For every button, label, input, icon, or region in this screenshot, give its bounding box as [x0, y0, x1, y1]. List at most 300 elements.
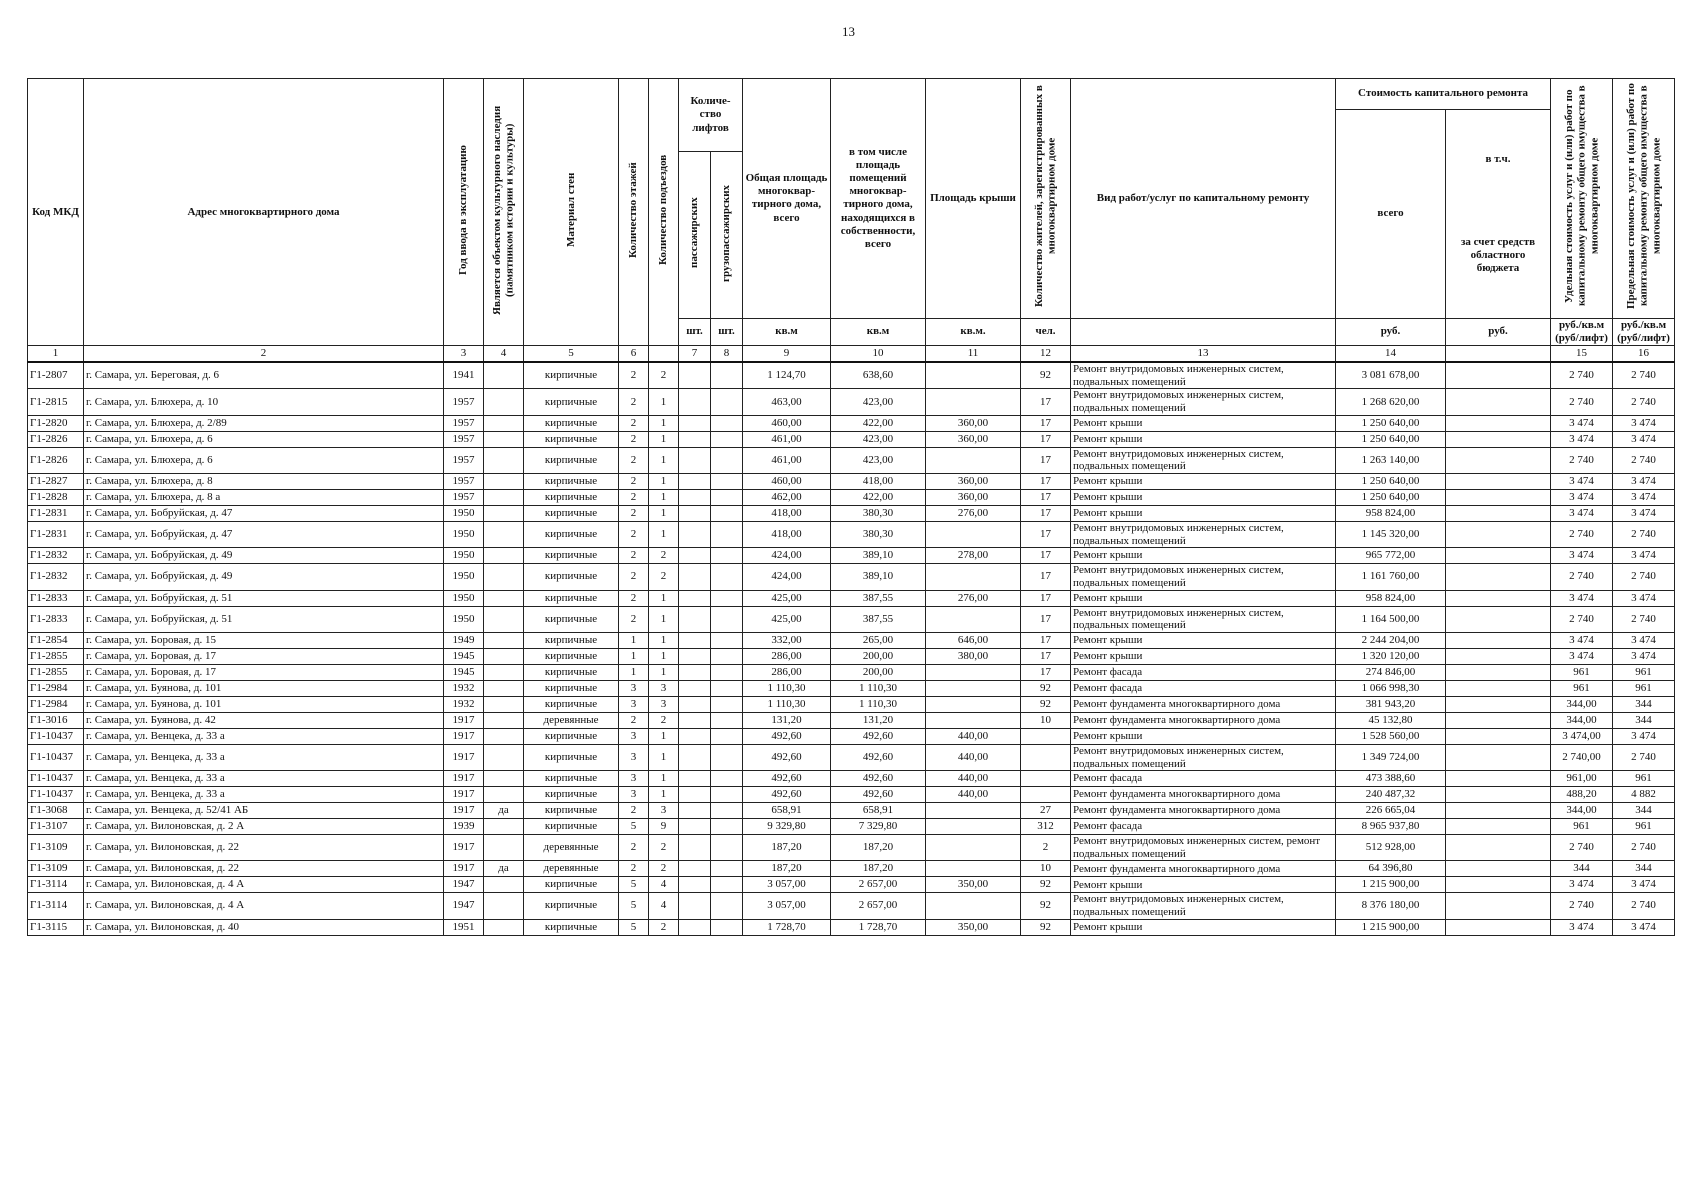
cell-address: г. Самара, ул. Венцека, д. 33 а [84, 771, 444, 787]
cell-total-area: 424,00 [743, 564, 831, 590]
cell-work-type: Ремонт фасада [1071, 771, 1336, 787]
cell-roof-area: 276,00 [926, 590, 1021, 606]
cell-total-area: 658,91 [743, 803, 831, 819]
cell-lifts-passenger [679, 431, 711, 447]
cell-total-area: 187,20 [743, 861, 831, 877]
cell-code: Г1-2832 [28, 548, 84, 564]
cell-residential-area: 7 329,80 [831, 819, 926, 835]
cell-lifts-cargo [711, 819, 743, 835]
cell-lifts-passenger [679, 389, 711, 415]
column-number: 13 [1071, 346, 1336, 363]
cell-address: г. Самара, ул. Блюхера, д. 6 [84, 447, 444, 473]
header-unit-cost-label: Удельная стоимость услуг и (или) работ по капитальному ремонту общего имущества в многоквартирном доме [1562, 86, 1600, 307]
cell-unit-cost: 3 474 [1551, 919, 1613, 935]
table-row [28, 877, 1675, 893]
cell-residents: 17 [1021, 548, 1071, 564]
cell-roof-area [926, 696, 1021, 712]
cell-lifts-passenger [679, 490, 711, 506]
cell-entrances: 1 [649, 787, 679, 803]
cell-year: 1947 [444, 893, 484, 919]
cell-code: Г1-3115 [28, 919, 84, 935]
cell-floors: 2 [619, 803, 649, 819]
cell-max-unit-cost: 2 740 [1613, 447, 1675, 473]
cell-cost-total: 1 145 320,00 [1336, 522, 1446, 548]
cell-year: 1917 [444, 861, 484, 877]
cell-heritage [484, 447, 524, 473]
cell-code: Г1-3016 [28, 712, 84, 728]
cell-max-unit-cost: 4 882 [1613, 787, 1675, 803]
cell-heritage: да [484, 861, 524, 877]
cell-heritage: да [484, 803, 524, 819]
cell-material: кирпичные [524, 564, 619, 590]
cell-floors: 2 [619, 474, 649, 490]
cell-total-area: 424,00 [743, 548, 831, 564]
cell-cost-total: 958 824,00 [1336, 506, 1446, 522]
cell-cost-total: 1 215 900,00 [1336, 919, 1446, 935]
cell-heritage [484, 632, 524, 648]
cell-work-type: Ремонт крыши [1071, 877, 1336, 893]
cell-lifts-cargo [711, 632, 743, 648]
cell-cost-total: 1 066 998,30 [1336, 680, 1446, 696]
cell-residents: 92 [1021, 696, 1071, 712]
cell-heritage [484, 474, 524, 490]
cell-roof-area [926, 564, 1021, 590]
cell-unit-cost: 3 474 [1551, 632, 1613, 648]
cell-cost-regional [1446, 522, 1551, 548]
cell-code: Г1-3068 [28, 803, 84, 819]
header-lifts-passenger-label: пассажирских [688, 197, 701, 269]
cell-unit-cost: 3 474 [1551, 506, 1613, 522]
cell-residents [1021, 771, 1071, 787]
cell-residential-area: 1 728,70 [831, 919, 926, 935]
cell-total-area: 418,00 [743, 522, 831, 548]
table-row [28, 447, 1675, 473]
cell-max-unit-cost: 2 740 [1613, 362, 1675, 389]
cell-unit-cost: 3 474 [1551, 548, 1613, 564]
cell-residential-area: 418,00 [831, 474, 926, 490]
cell-lifts-cargo [711, 564, 743, 590]
cell-material: деревянные [524, 861, 619, 877]
cell-max-unit-cost: 3 474 [1613, 590, 1675, 606]
cell-lifts-passenger [679, 522, 711, 548]
cell-code: Г1-2854 [28, 632, 84, 648]
cell-floors: 2 [619, 415, 649, 431]
cell-address: г. Самара, ул. Бобруйская, д. 47 [84, 506, 444, 522]
cell-work-type: Ремонт крыши [1071, 474, 1336, 490]
cell-unit-cost: 3 474 [1551, 474, 1613, 490]
cell-max-unit-cost: 344 [1613, 803, 1675, 819]
column-numbers-row [28, 346, 1675, 363]
cell-lifts-passenger [679, 819, 711, 835]
cell-max-unit-cost: 344 [1613, 712, 1675, 728]
cell-code: Г1-2831 [28, 522, 84, 548]
cell-unit-cost: 2 740 [1551, 447, 1613, 473]
cell-material: кирпичные [524, 389, 619, 415]
cell-floors: 3 [619, 744, 649, 770]
cell-entrances: 1 [649, 606, 679, 632]
cell-work-type: Ремонт фундамента многоквартирного дома [1071, 787, 1336, 803]
column-number: 4 [484, 346, 524, 363]
cell-residents: 17 [1021, 664, 1071, 680]
cell-address: г. Самара, ул. Вилоновская, д. 22 [84, 861, 444, 877]
header-heritage-label: Является объектом культурного наследия (памятником истории и культуры) [490, 105, 516, 315]
cell-code: Г1-2984 [28, 696, 84, 712]
cell-cost-total: 240 487,32 [1336, 787, 1446, 803]
cell-address: г. Самара, ул. Боровая, д. 17 [84, 648, 444, 664]
cell-lifts-cargo [711, 490, 743, 506]
cell-code: Г1-10437 [28, 744, 84, 770]
cell-entrances: 2 [649, 564, 679, 590]
cell-code: Г1-2855 [28, 648, 84, 664]
cell-address: г. Самара, ул. Бобруйская, д. 51 [84, 590, 444, 606]
cell-unit-cost: 344,00 [1551, 696, 1613, 712]
cell-roof-area [926, 680, 1021, 696]
cell-cost-regional [1446, 803, 1551, 819]
cell-cost-regional [1446, 771, 1551, 787]
cell-residents [1021, 787, 1071, 803]
cell-unit-cost: 961 [1551, 819, 1613, 835]
header-total-area: Общая площадь многоквар-тирного дома, всего [743, 79, 831, 319]
cell-roof-area: 278,00 [926, 548, 1021, 564]
cell-work-type: Ремонт крыши [1071, 632, 1336, 648]
cell-entrances: 3 [649, 696, 679, 712]
cell-unit-cost: 2 740 [1551, 564, 1613, 590]
cell-year: 1957 [444, 490, 484, 506]
cell-lifts-passenger [679, 712, 711, 728]
header-heritage [484, 79, 524, 346]
cell-code: Г1-3114 [28, 893, 84, 919]
column-number: 9 [743, 346, 831, 363]
cell-floors: 2 [619, 522, 649, 548]
cell-floors: 2 [619, 712, 649, 728]
cell-work-type: Ремонт внутридомовых инженерных систем, подвальных помещений [1071, 389, 1336, 415]
table-row [28, 819, 1675, 835]
cell-lifts-cargo [711, 664, 743, 680]
unit-residential-area: кв.м [831, 318, 926, 345]
cell-roof-area [926, 893, 1021, 919]
cell-material: кирпичные [524, 728, 619, 744]
cell-material: кирпичные [524, 787, 619, 803]
cell-material: кирпичные [524, 696, 619, 712]
cell-residential-area: 1 110,30 [831, 680, 926, 696]
cell-lifts-cargo [711, 712, 743, 728]
cell-roof-area: 360,00 [926, 431, 1021, 447]
table-row [28, 696, 1675, 712]
cell-year: 1957 [444, 389, 484, 415]
cell-work-type: Ремонт фундамента многоквартирного дома [1071, 861, 1336, 877]
cell-material: кирпичные [524, 431, 619, 447]
cell-unit-cost: 3 474 [1551, 415, 1613, 431]
cell-unit-cost: 2 740 [1551, 522, 1613, 548]
cell-address: г. Самара, ул. Вилоновская, д. 22 [84, 835, 444, 861]
cell-lifts-passenger [679, 474, 711, 490]
cell-residential-area: 200,00 [831, 648, 926, 664]
cell-max-unit-cost: 3 474 [1613, 506, 1675, 522]
cell-material: кирпичные [524, 664, 619, 680]
cell-entrances: 1 [649, 389, 679, 415]
cell-code: Г1-2807 [28, 362, 84, 389]
unit-work-type [1071, 318, 1336, 345]
cell-work-type: Ремонт крыши [1071, 590, 1336, 606]
cell-code: Г1-2855 [28, 664, 84, 680]
header-code: Код МКД [28, 79, 84, 346]
cell-entrances: 1 [649, 474, 679, 490]
cell-total-area: 461,00 [743, 431, 831, 447]
cell-address: г. Самара, ул. Буянова, д. 101 [84, 696, 444, 712]
cell-year: 1957 [444, 415, 484, 431]
cell-cost-regional [1446, 590, 1551, 606]
cell-unit-cost: 3 474 [1551, 648, 1613, 664]
cell-address: г. Самара, ул. Боровая, д. 15 [84, 632, 444, 648]
header-floors-label: Количество этажей [627, 162, 640, 258]
cell-code: Г1-2826 [28, 447, 84, 473]
cell-code: Г1-2832 [28, 564, 84, 590]
cell-address: г. Самара, ул. Вилоновская, д. 4 А [84, 893, 444, 919]
cell-residential-area: 423,00 [831, 389, 926, 415]
cell-cost-regional [1446, 664, 1551, 680]
cell-cost-total: 381 943,20 [1336, 696, 1446, 712]
cell-residential-area: 187,20 [831, 861, 926, 877]
cell-year: 1917 [444, 744, 484, 770]
cell-unit-cost: 961 [1551, 680, 1613, 696]
cell-lifts-cargo [711, 861, 743, 877]
cell-max-unit-cost: 2 740 [1613, 564, 1675, 590]
cell-lifts-cargo [711, 728, 743, 744]
cell-residents: 17 [1021, 564, 1071, 590]
cell-entrances: 2 [649, 712, 679, 728]
cell-residents: 17 [1021, 415, 1071, 431]
cell-material: деревянные [524, 835, 619, 861]
cell-floors: 2 [619, 861, 649, 877]
cell-cost-total: 1 250 640,00 [1336, 490, 1446, 506]
cell-material: кирпичные [524, 893, 619, 919]
cell-heritage [484, 362, 524, 389]
table-row [28, 564, 1675, 590]
cell-max-unit-cost: 2 740 [1613, 835, 1675, 861]
cell-residents: 17 [1021, 447, 1071, 473]
cell-cost-total: 1 250 640,00 [1336, 474, 1446, 490]
cell-floors: 2 [619, 548, 649, 564]
cell-work-type: Ремонт фундамента многоквартирного дома [1071, 696, 1336, 712]
cell-cost-regional [1446, 490, 1551, 506]
table-row [28, 415, 1675, 431]
cell-entrances: 1 [649, 771, 679, 787]
cell-cost-total: 45 132,80 [1336, 712, 1446, 728]
cell-unit-cost: 2 740 [1551, 389, 1613, 415]
cell-address: г. Самара, ул. Боровая, д. 17 [84, 664, 444, 680]
cell-code: Г1-2828 [28, 490, 84, 506]
cell-entrances: 2 [649, 835, 679, 861]
cell-material: кирпичные [524, 590, 619, 606]
column-number: 12 [1021, 346, 1071, 363]
cell-heritage [484, 680, 524, 696]
cell-code: Г1-2833 [28, 590, 84, 606]
table-row [28, 835, 1675, 861]
column-number: 14 [1336, 346, 1446, 363]
cell-residents: 10 [1021, 861, 1071, 877]
column-number: 16 [1613, 346, 1675, 363]
cell-residents: 17 [1021, 431, 1071, 447]
cell-address: г. Самара, ул. Бобруйская, д. 47 [84, 522, 444, 548]
header-entrances [649, 79, 679, 346]
cell-material: кирпичные [524, 506, 619, 522]
cell-heritage [484, 548, 524, 564]
cell-total-area: 286,00 [743, 664, 831, 680]
cell-work-type: Ремонт внутридомовых инженерных систем, подвальных помещений [1071, 606, 1336, 632]
cell-work-type: Ремонт крыши [1071, 415, 1336, 431]
cell-total-area: 3 057,00 [743, 893, 831, 919]
cell-lifts-cargo [711, 506, 743, 522]
header-cost-regional-label: за счет средств областного бюджета [1460, 235, 1536, 275]
cell-residents: 17 [1021, 648, 1071, 664]
cell-heritage [484, 431, 524, 447]
cell-residential-area: 492,60 [831, 728, 926, 744]
cell-year: 1917 [444, 803, 484, 819]
cell-cost-regional [1446, 606, 1551, 632]
cell-address: г. Самара, ул. Бобруйская, д. 51 [84, 606, 444, 632]
cell-code: Г1-2820 [28, 415, 84, 431]
cell-lifts-passenger [679, 728, 711, 744]
cell-max-unit-cost: 3 474 [1613, 431, 1675, 447]
cell-work-type: Ремонт внутридомовых инженерных систем, подвальных помещений [1071, 744, 1336, 770]
cell-code: Г1-3114 [28, 877, 84, 893]
cell-entrances: 1 [649, 744, 679, 770]
cell-material: кирпичные [524, 648, 619, 664]
cell-entrances: 2 [649, 919, 679, 935]
column-number: 6 [619, 346, 649, 363]
cell-total-area: 3 057,00 [743, 877, 831, 893]
cell-roof-area [926, 606, 1021, 632]
column-number: 10 [831, 346, 926, 363]
cell-residents: 17 [1021, 474, 1071, 490]
cell-cost-total: 64 396,80 [1336, 861, 1446, 877]
cell-residential-area: 422,00 [831, 490, 926, 506]
cell-work-type: Ремонт внутридомовых инженерных систем, подвальных помещений [1071, 362, 1336, 389]
cell-cost-total: 1 320 120,00 [1336, 648, 1446, 664]
cell-cost-total: 226 665,04 [1336, 803, 1446, 819]
cell-total-area: 286,00 [743, 648, 831, 664]
cell-lifts-cargo [711, 590, 743, 606]
cell-cost-regional [1446, 548, 1551, 564]
cell-work-type: Ремонт крыши [1071, 431, 1336, 447]
cell-year: 1932 [444, 696, 484, 712]
cell-max-unit-cost: 961 [1613, 664, 1675, 680]
column-number: 15 [1551, 346, 1613, 363]
cell-material: кирпичные [524, 362, 619, 389]
cell-roof-area: 646,00 [926, 632, 1021, 648]
cell-floors: 1 [619, 632, 649, 648]
cell-lifts-passenger [679, 835, 711, 861]
cell-lifts-cargo [711, 431, 743, 447]
cell-residential-area: 380,30 [831, 522, 926, 548]
cell-residential-area: 265,00 [831, 632, 926, 648]
cell-year: 1950 [444, 522, 484, 548]
cell-cost-total: 1 161 760,00 [1336, 564, 1446, 590]
cell-max-unit-cost: 3 474 [1613, 632, 1675, 648]
cell-lifts-passenger [679, 506, 711, 522]
cell-unit-cost: 3 474 [1551, 590, 1613, 606]
cell-work-type: Ремонт фундамента многоквартирного дома [1071, 712, 1336, 728]
table-row [28, 648, 1675, 664]
cell-cost-regional [1446, 648, 1551, 664]
cell-year: 1950 [444, 606, 484, 632]
cell-work-type: Ремонт крыши [1071, 648, 1336, 664]
cell-lifts-passenger [679, 861, 711, 877]
cell-residents: 27 [1021, 803, 1071, 819]
cell-lifts-cargo [711, 474, 743, 490]
cell-entrances: 1 [649, 415, 679, 431]
cell-cost-regional [1446, 919, 1551, 935]
unit-unit-cost: руб./кв.м (руб/лифт) [1551, 318, 1613, 345]
cell-lifts-passenger [679, 606, 711, 632]
table-row [28, 474, 1675, 490]
cell-lifts-passenger [679, 771, 711, 787]
cell-residents: 2 [1021, 835, 1071, 861]
cell-cost-regional [1446, 787, 1551, 803]
cell-residential-area: 1 110,30 [831, 696, 926, 712]
cell-address: г. Самара, ул. Вилоновская, д. 2 А [84, 819, 444, 835]
cell-entrances: 3 [649, 803, 679, 819]
cell-max-unit-cost: 2 740 [1613, 744, 1675, 770]
cell-material: кирпичные [524, 490, 619, 506]
table-row [28, 506, 1675, 522]
capital-repair-table [27, 78, 1675, 936]
cell-cost-regional [1446, 431, 1551, 447]
cell-work-type: Ремонт фасада [1071, 664, 1336, 680]
cell-roof-area: 440,00 [926, 728, 1021, 744]
cell-entrances: 2 [649, 548, 679, 564]
table-row [28, 431, 1675, 447]
cell-lifts-cargo [711, 787, 743, 803]
cell-heritage [484, 564, 524, 590]
cell-max-unit-cost: 961 [1613, 680, 1675, 696]
cell-max-unit-cost: 3 474 [1613, 548, 1675, 564]
cell-total-area: 1 110,30 [743, 680, 831, 696]
cell-year: 1939 [444, 819, 484, 835]
cell-residents: 10 [1021, 712, 1071, 728]
table-header [28, 79, 1675, 363]
cell-roof-area: 360,00 [926, 415, 1021, 431]
cell-lifts-passenger [679, 590, 711, 606]
cell-floors: 3 [619, 728, 649, 744]
unit-cost-regional: руб. [1446, 318, 1551, 345]
cell-heritage [484, 919, 524, 935]
cell-cost-regional [1446, 819, 1551, 835]
cell-cost-total: 8 376 180,00 [1336, 893, 1446, 919]
cell-roof-area [926, 819, 1021, 835]
cell-cost-total: 1 250 640,00 [1336, 431, 1446, 447]
cell-code: Г1-2827 [28, 474, 84, 490]
cell-code: Г1-3109 [28, 835, 84, 861]
cell-work-type: Ремонт крыши [1071, 548, 1336, 564]
cell-roof-area: 440,00 [926, 787, 1021, 803]
cell-entrances: 1 [649, 648, 679, 664]
cell-lifts-cargo [711, 771, 743, 787]
header-cost-regional [1446, 110, 1551, 319]
cell-unit-cost: 344 [1551, 861, 1613, 877]
cell-floors: 3 [619, 696, 649, 712]
table-row [28, 680, 1675, 696]
cell-residential-area: 423,00 [831, 431, 926, 447]
cell-residents: 17 [1021, 389, 1071, 415]
cell-residents: 17 [1021, 522, 1071, 548]
cell-cost-regional [1446, 632, 1551, 648]
cell-lifts-cargo [711, 803, 743, 819]
cell-floors: 2 [619, 431, 649, 447]
cell-work-type: Ремонт фасада [1071, 680, 1336, 696]
cell-residents: 92 [1021, 893, 1071, 919]
cell-year: 1941 [444, 362, 484, 389]
